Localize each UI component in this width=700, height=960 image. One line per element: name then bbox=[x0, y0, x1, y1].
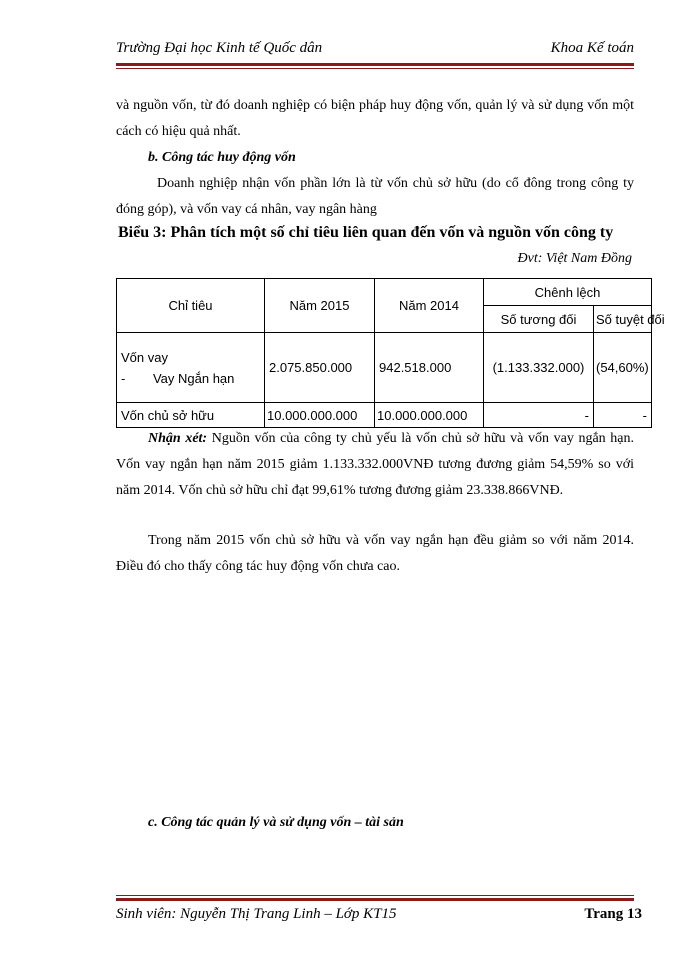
loan-label: Vốn vay bbox=[121, 349, 168, 365]
loan-sublabel: Vay Ngắn hạn bbox=[152, 370, 235, 386]
header-rule-thick bbox=[116, 63, 634, 66]
section-b-paragraph: Doanh nghiệp nhận vốn phần lớn là từ vốn chủ sở hữu (do cổ đông trong công ty đóng góp), và vốn vay cá nhân, vay ngân hàng bbox=[116, 176, 634, 217]
loan-2014: 942.518.000 bbox=[375, 333, 484, 403]
equity-2015: 10.000.000.000 bbox=[265, 403, 375, 428]
footer-student: Sinh viên: Nguyễn Thị Trang Linh – Lớp KT15 bbox=[116, 906, 397, 922]
table-row bbox=[117, 403, 652, 428]
equity-absolute: - bbox=[594, 403, 652, 428]
page-footer bbox=[116, 906, 642, 928]
header-school: Trường Đại học Kinh tế Quốc dân bbox=[116, 40, 323, 56]
conclusion-paragraph: Trong năm 2015 vốn chủ sở hữu và vốn vay ngắn hạn đều giảm so với năm 2014. Điều đó cho thấy công tác huy động vốn chưa cao. bbox=[116, 533, 634, 574]
loan-dash: - bbox=[121, 370, 126, 386]
equity-label: Vốn chủ sở hữu bbox=[117, 403, 265, 428]
remark-label: Nhận xét: bbox=[148, 431, 208, 446]
equity-2014: 10.000.000.000 bbox=[375, 403, 484, 428]
header-indicator: Chỉ tiêu bbox=[117, 279, 265, 333]
loan-relative: (1.133.332.000) bbox=[484, 333, 594, 403]
table-row bbox=[117, 333, 652, 403]
unit-note: Đvt: Việt Nam Đồng bbox=[517, 251, 632, 266]
footer-page-number: Trang 13 bbox=[584, 906, 642, 922]
footer-rule-thick bbox=[116, 898, 634, 901]
footer-rule-thin bbox=[116, 895, 634, 896]
header-relative: Số tương đối bbox=[484, 306, 594, 333]
remark-paragraph bbox=[116, 426, 634, 504]
header-difference: Chênh lệch bbox=[484, 279, 652, 306]
section-c-heading: c. Công tác quản lý và sử dụng vốn – tài sản bbox=[148, 815, 404, 830]
loan-2015: 2.075.850.000 bbox=[265, 333, 375, 403]
header-year-2014: Năm 2014 bbox=[375, 279, 484, 333]
capital-table bbox=[116, 278, 665, 428]
header-rule-thin bbox=[116, 68, 634, 69]
table-title: Biểu 3: Phân tích một số chỉ tiêu liên quan đến vốn và nguồn vốn công ty bbox=[118, 224, 614, 241]
loan-absolute: (54,60%) bbox=[594, 333, 652, 403]
remark-text: Nguồn vốn của công ty chủ yếu là vốn chủ sở hữu và vốn vay ngắn hạn. Vốn vay ngắn hạn năm 2015 giảm 1.133.332.000VNĐ tương đương giảm 54,59% so với năm 2014. Vốn chủ sở hữu chỉ đạt 99,61% tương đương giảm 23.338.866VNĐ. bbox=[116, 431, 635, 498]
header-year-2015: Năm 2015 bbox=[265, 279, 375, 333]
page-header bbox=[116, 40, 634, 60]
section-b-heading: b. Công tác huy động vốn bbox=[148, 150, 296, 165]
header-absolute: Số tuyệt đối bbox=[594, 306, 652, 333]
table-header-row bbox=[117, 279, 652, 306]
equity-relative: - bbox=[484, 403, 594, 428]
row-label-loan bbox=[117, 333, 265, 403]
intro-paragraph: và nguồn vốn, từ đó doanh nghiệp có biện pháp huy động vốn, quản lý và sử dụng vốn một cách có hiệu quả nhất. bbox=[116, 98, 634, 139]
header-faculty: Khoa Kế toán bbox=[550, 40, 634, 56]
